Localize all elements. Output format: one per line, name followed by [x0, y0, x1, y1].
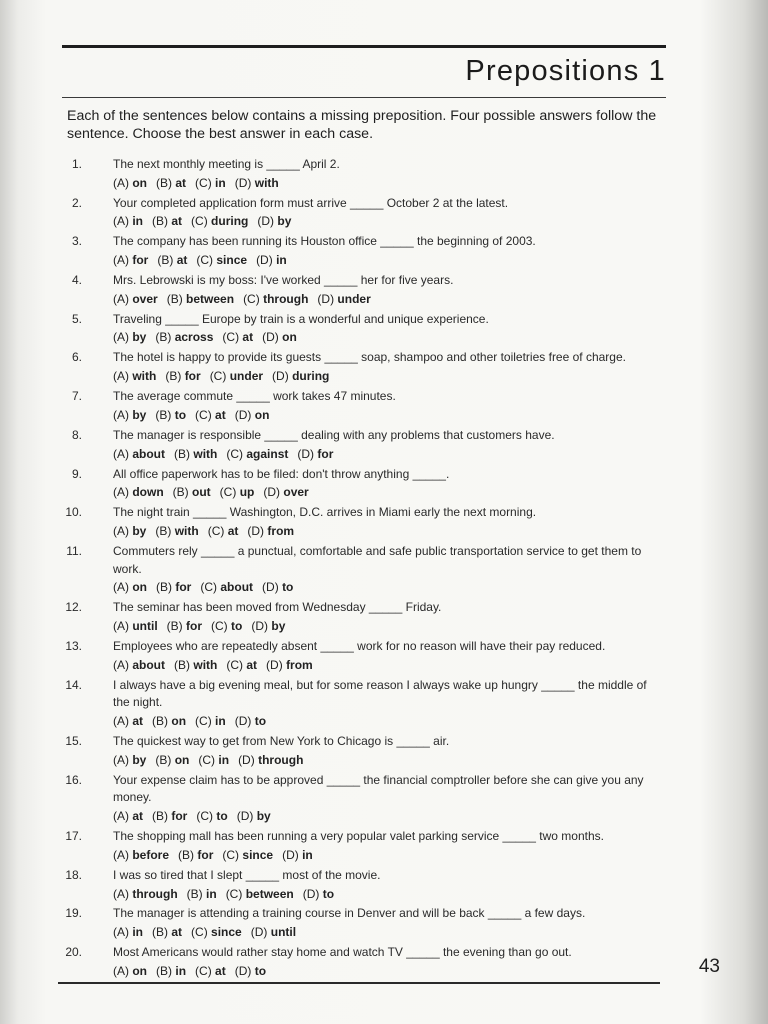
- question-number: 9.: [71, 466, 82, 481]
- option-answer: with: [193, 657, 218, 672]
- option-answer: for: [186, 618, 203, 633]
- option-answer: by: [271, 618, 286, 633]
- title-rule: [62, 97, 666, 98]
- option-letter: (C): [207, 523, 225, 538]
- option-letter: (D): [302, 886, 320, 901]
- option-answer: to: [216, 809, 228, 824]
- option-letter: (A): [113, 407, 129, 422]
- option-letter: (B): [155, 330, 172, 345]
- answer-options: [113, 751, 662, 770]
- question-item: [62, 156, 662, 192]
- option-letter: (A): [113, 253, 129, 268]
- option-answer: between: [186, 291, 235, 306]
- question-list: [62, 156, 662, 983]
- option-answer: in: [302, 847, 313, 862]
- option-letter: (D): [272, 369, 289, 384]
- option-letter: (B): [155, 407, 172, 422]
- option-letter: (A): [113, 618, 129, 633]
- option-letter: (C): [196, 809, 214, 824]
- option-answer: on: [254, 407, 270, 422]
- option-answer: to: [322, 886, 335, 901]
- question-item: [62, 599, 662, 635]
- option-letter: (C): [195, 175, 212, 190]
- question-number: 19.: [65, 906, 82, 921]
- option-letter: (D): [263, 485, 281, 500]
- option-answer: during: [292, 369, 330, 384]
- option-answer: by: [132, 407, 147, 422]
- answer-options: [113, 578, 662, 597]
- option-answer: through: [258, 752, 304, 767]
- question-text: The next monthly meeting is _____ April 2.: [113, 157, 340, 171]
- option-answer: about: [132, 657, 166, 672]
- question-number: 15.: [65, 734, 82, 749]
- option-letter: (B): [155, 752, 172, 767]
- option-answer: at: [171, 925, 183, 940]
- option-letter: (D): [238, 752, 255, 767]
- option-letter: (A): [113, 523, 129, 538]
- question-item: [62, 233, 662, 269]
- question-number: 4.: [71, 273, 82, 288]
- option-answer: at: [227, 523, 239, 538]
- option-letter: (B): [155, 523, 172, 538]
- question-item: [62, 388, 662, 424]
- option-letter: (A): [113, 752, 129, 767]
- option-letter: (C): [191, 214, 208, 229]
- question-number: 2.: [71, 195, 82, 210]
- option-answer: up: [239, 485, 255, 500]
- option-answer: at: [242, 330, 254, 345]
- option-letter: (D): [247, 523, 265, 538]
- question-item: [62, 905, 662, 941]
- question-text: Mrs. Lebrowski is my boss: I've worked _____ her for five years.: [113, 273, 454, 288]
- option-answer: for: [132, 253, 149, 268]
- question-item: [62, 944, 662, 980]
- option-answer: to: [282, 580, 294, 595]
- option-letter: (D): [251, 618, 269, 633]
- option-letter: (C): [191, 925, 208, 940]
- question-text: The average commute _____ work takes 47 minutes.: [113, 389, 396, 404]
- question-number: 5.: [71, 311, 82, 326]
- option-letter: (A): [113, 580, 129, 595]
- option-letter: (A): [113, 714, 129, 729]
- question-item: [62, 311, 662, 347]
- option-answer: on: [132, 963, 148, 978]
- question-text: The shopping mall has been running a very popular valet parking service _____ two months.: [113, 829, 604, 844]
- option-answer: in: [276, 253, 287, 268]
- bottom-rule: [58, 982, 660, 984]
- option-answer: on: [132, 580, 148, 595]
- option-letter: (C): [222, 330, 240, 345]
- option-answer: to: [254, 714, 267, 729]
- option-answer: over: [283, 485, 309, 500]
- question-item: [62, 504, 662, 540]
- option-letter: (D): [262, 330, 279, 345]
- option-answer: by: [256, 809, 271, 824]
- question-text: The company has been running its Houston office _____ the beginning of 2003.: [113, 234, 536, 249]
- question-text: I always have a big evening meal, but for some reason I always wake up hungry _____ the middle of the night.: [113, 677, 650, 710]
- question-text: The seminar has been moved from Wednesday _____ Friday.: [113, 600, 442, 615]
- top-rule: [62, 45, 666, 48]
- question-number: 1.: [71, 157, 82, 171]
- option-answer: to: [231, 618, 243, 633]
- option-answer: at: [246, 657, 258, 672]
- option-answer: over: [132, 291, 158, 306]
- question-number: 17.: [65, 829, 82, 844]
- option-answer: at: [215, 407, 226, 422]
- option-answer: on: [174, 752, 190, 767]
- option-answer: at: [215, 963, 226, 978]
- answer-options: [113, 174, 662, 193]
- question-item: [62, 677, 662, 731]
- option-letter: (C): [195, 407, 212, 422]
- option-answer: with: [132, 369, 157, 384]
- question-number: 14.: [65, 677, 82, 692]
- option-letter: (B): [166, 291, 183, 306]
- question-text: All office paperwork has to be filed: don't throw anything _____.: [113, 466, 450, 481]
- option-letter: (D): [297, 446, 315, 461]
- question-text: The quickest way to get from New York to Chicago is _____ air.: [113, 734, 450, 749]
- answer-options: [113, 712, 662, 731]
- option-answer: since: [211, 925, 242, 940]
- option-letter: (A): [113, 446, 129, 461]
- question-item: [62, 733, 662, 769]
- option-letter: (C): [225, 886, 243, 901]
- option-answer: in: [215, 714, 226, 729]
- option-letter: (B): [172, 485, 189, 500]
- option-letter: (A): [113, 886, 129, 901]
- answer-options: [113, 617, 662, 636]
- option-answer: under: [337, 291, 371, 306]
- question-text: Your completed application form must arrive _____ October 2 at the latest.: [113, 195, 509, 210]
- option-answer: from: [267, 523, 295, 538]
- option-answer: in: [175, 963, 187, 978]
- option-answer: about: [220, 580, 254, 595]
- question-text: The manager is attending a training course in Denver and will be back _____ a few days.: [113, 906, 586, 921]
- option-letter: (B): [152, 714, 169, 729]
- question-text: The manager is responsible _____ dealing with any problems that customers have.: [113, 427, 555, 442]
- option-letter: (B): [174, 657, 191, 672]
- option-answer: down: [132, 485, 164, 500]
- option-letter: (D): [282, 847, 299, 862]
- question-number: 18.: [65, 867, 82, 882]
- option-letter: (C): [226, 657, 244, 672]
- option-letter: (B): [152, 925, 169, 940]
- option-letter: (C): [196, 253, 214, 268]
- question-text: The hotel is happy to provide its guests _____ soap, shampoo and other toiletries free of charge.: [113, 350, 626, 365]
- option-letter: (D): [234, 963, 252, 978]
- option-answer: in: [206, 886, 217, 901]
- page-title: Prepositions 1: [465, 55, 666, 87]
- option-letter: (D): [234, 714, 252, 729]
- option-answer: before: [132, 847, 170, 862]
- instructions: Each of the sentences below contains a missing preposition. Four possible answers follow the sentence. Choose the best answer in each case.: [67, 108, 657, 142]
- option-answer: in: [132, 925, 144, 940]
- option-letter: (A): [113, 847, 129, 862]
- answer-options: [113, 251, 662, 270]
- question-number: 16.: [65, 772, 82, 787]
- option-answer: since: [216, 253, 248, 268]
- question-item: [62, 466, 662, 502]
- option-letter: (A): [113, 657, 129, 672]
- option-letter: (B): [156, 580, 173, 595]
- option-answer: until: [132, 618, 158, 633]
- option-letter: (B): [174, 446, 191, 461]
- option-letter: (D): [234, 407, 252, 422]
- option-letter: (D): [256, 253, 273, 268]
- option-answer: on: [282, 330, 297, 345]
- question-number: 11.: [66, 543, 82, 558]
- option-answer: by: [132, 330, 147, 345]
- option-answer: with: [254, 175, 279, 190]
- answer-options: [113, 483, 662, 502]
- option-answer: against: [246, 446, 289, 461]
- question-number: 6.: [71, 350, 82, 365]
- option-answer: at: [176, 253, 188, 268]
- option-letter: (C): [195, 714, 212, 729]
- option-answer: with: [174, 523, 199, 538]
- option-answer: about: [132, 446, 166, 461]
- option-answer: in: [215, 175, 226, 190]
- option-answer: for: [184, 369, 201, 384]
- option-letter: (A): [113, 925, 129, 940]
- question-text: Traveling _____ Europe by train is a wonderful and unique experience.: [113, 311, 489, 326]
- answer-options: [113, 807, 662, 826]
- question-text: Your expense claim has to be approved _____ the financial comptroller before she can give you any money.: [113, 772, 647, 805]
- option-answer: through: [132, 886, 178, 901]
- option-letter: (B): [156, 175, 173, 190]
- answer-options: [113, 367, 662, 386]
- answer-options: [113, 290, 662, 309]
- option-answer: on: [132, 175, 148, 190]
- option-letter: (B): [166, 618, 183, 633]
- option-letter: (B): [165, 369, 182, 384]
- option-answer: for: [175, 580, 192, 595]
- answer-options: [113, 962, 662, 981]
- option-letter: (A): [113, 369, 129, 384]
- answer-options: [113, 656, 662, 675]
- option-answer: through: [263, 291, 309, 306]
- option-letter: (A): [113, 291, 129, 306]
- option-answer: to: [174, 407, 187, 422]
- option-letter: (D): [234, 175, 252, 190]
- question-number: 13.: [65, 638, 82, 653]
- option-letter: (A): [113, 963, 129, 978]
- option-letter: (B): [178, 847, 195, 862]
- option-answer: under: [229, 369, 264, 384]
- option-answer: for: [171, 809, 188, 824]
- answer-options: [113, 445, 662, 464]
- option-letter: (B): [152, 809, 169, 824]
- option-answer: across: [174, 330, 214, 345]
- option-answer: at: [175, 175, 187, 190]
- option-answer: by: [132, 752, 147, 767]
- question-text: Most Americans would rather stay home and watch TV _____ the evening than go out.: [113, 945, 572, 960]
- page-number: 43: [698, 956, 720, 977]
- question-number: 10.: [65, 505, 82, 520]
- option-answer: during: [211, 214, 249, 229]
- option-letter: (C): [222, 847, 240, 862]
- question-item: [62, 543, 662, 597]
- option-answer: out: [192, 485, 211, 500]
- question-item: [62, 867, 662, 903]
- option-letter: (D): [257, 214, 275, 229]
- option-letter: (A): [113, 485, 129, 500]
- option-answer: on: [171, 714, 187, 729]
- option-answer: from: [286, 657, 313, 672]
- option-letter: (A): [113, 809, 129, 824]
- option-letter: (D): [250, 925, 268, 940]
- option-letter: (C): [195, 963, 212, 978]
- option-letter: (C): [198, 752, 216, 767]
- question-number: 3.: [71, 234, 82, 249]
- option-answer: in: [218, 752, 230, 767]
- answer-options: [113, 328, 662, 347]
- answer-options: [113, 212, 662, 231]
- answer-options: [113, 885, 662, 904]
- question-number: 7.: [71, 389, 82, 404]
- option-letter: (A): [113, 330, 129, 345]
- option-letter: (C): [200, 580, 218, 595]
- option-letter: (C): [219, 485, 237, 500]
- option-answer: by: [277, 214, 292, 229]
- question-text: I was so tired that I slept _____ most of the movie.: [113, 867, 381, 882]
- option-letter: (A): [113, 214, 129, 229]
- answer-options: [113, 923, 662, 942]
- option-letter: (B): [152, 214, 169, 229]
- question-text: The night train _____ Washington, D.C. arrives in Miami early the next morning.: [113, 505, 537, 520]
- question-text: Employees who are repeatedly absent _____ work for no reason will have their pay reduced.: [113, 638, 606, 653]
- question-item: [62, 772, 662, 826]
- option-letter: (D): [266, 657, 283, 672]
- question-number: 8.: [71, 427, 82, 442]
- question-item: [62, 272, 662, 308]
- option-answer: to: [254, 963, 267, 978]
- answer-options: [113, 406, 662, 425]
- answer-options: [113, 522, 662, 541]
- option-answer: in: [132, 214, 144, 229]
- option-answer: at: [132, 809, 144, 824]
- option-answer: between: [245, 886, 294, 901]
- question-number: 12.: [65, 600, 82, 615]
- option-letter: (C): [243, 291, 260, 306]
- question-item: [62, 427, 662, 463]
- option-answer: for: [197, 847, 214, 862]
- option-letter: (A): [113, 175, 129, 190]
- option-answer: since: [242, 847, 274, 862]
- option-letter: (D): [262, 580, 279, 595]
- question-item: [62, 349, 662, 385]
- option-answer: for: [317, 446, 334, 461]
- option-answer: at: [132, 714, 144, 729]
- question-item: [62, 195, 662, 231]
- question-text: Commuters rely _____ a punctual, comfortable and safe public transportation service to get them to work.: [113, 543, 645, 576]
- option-answer: by: [132, 523, 147, 538]
- option-letter: (B): [186, 886, 203, 901]
- option-letter: (B): [156, 963, 173, 978]
- question-number: 20.: [65, 945, 82, 960]
- option-letter: (B): [157, 253, 174, 268]
- option-letter: (D): [317, 291, 335, 306]
- question-item: [62, 828, 662, 864]
- option-letter: (C): [209, 369, 227, 384]
- option-answer: with: [193, 446, 218, 461]
- option-answer: at: [171, 214, 183, 229]
- option-letter: (C): [211, 618, 228, 633]
- answer-options: [113, 846, 662, 865]
- option-answer: until: [270, 925, 297, 940]
- question-item: [62, 638, 662, 674]
- option-letter: (C): [226, 446, 244, 461]
- option-letter: (D): [236, 809, 254, 824]
